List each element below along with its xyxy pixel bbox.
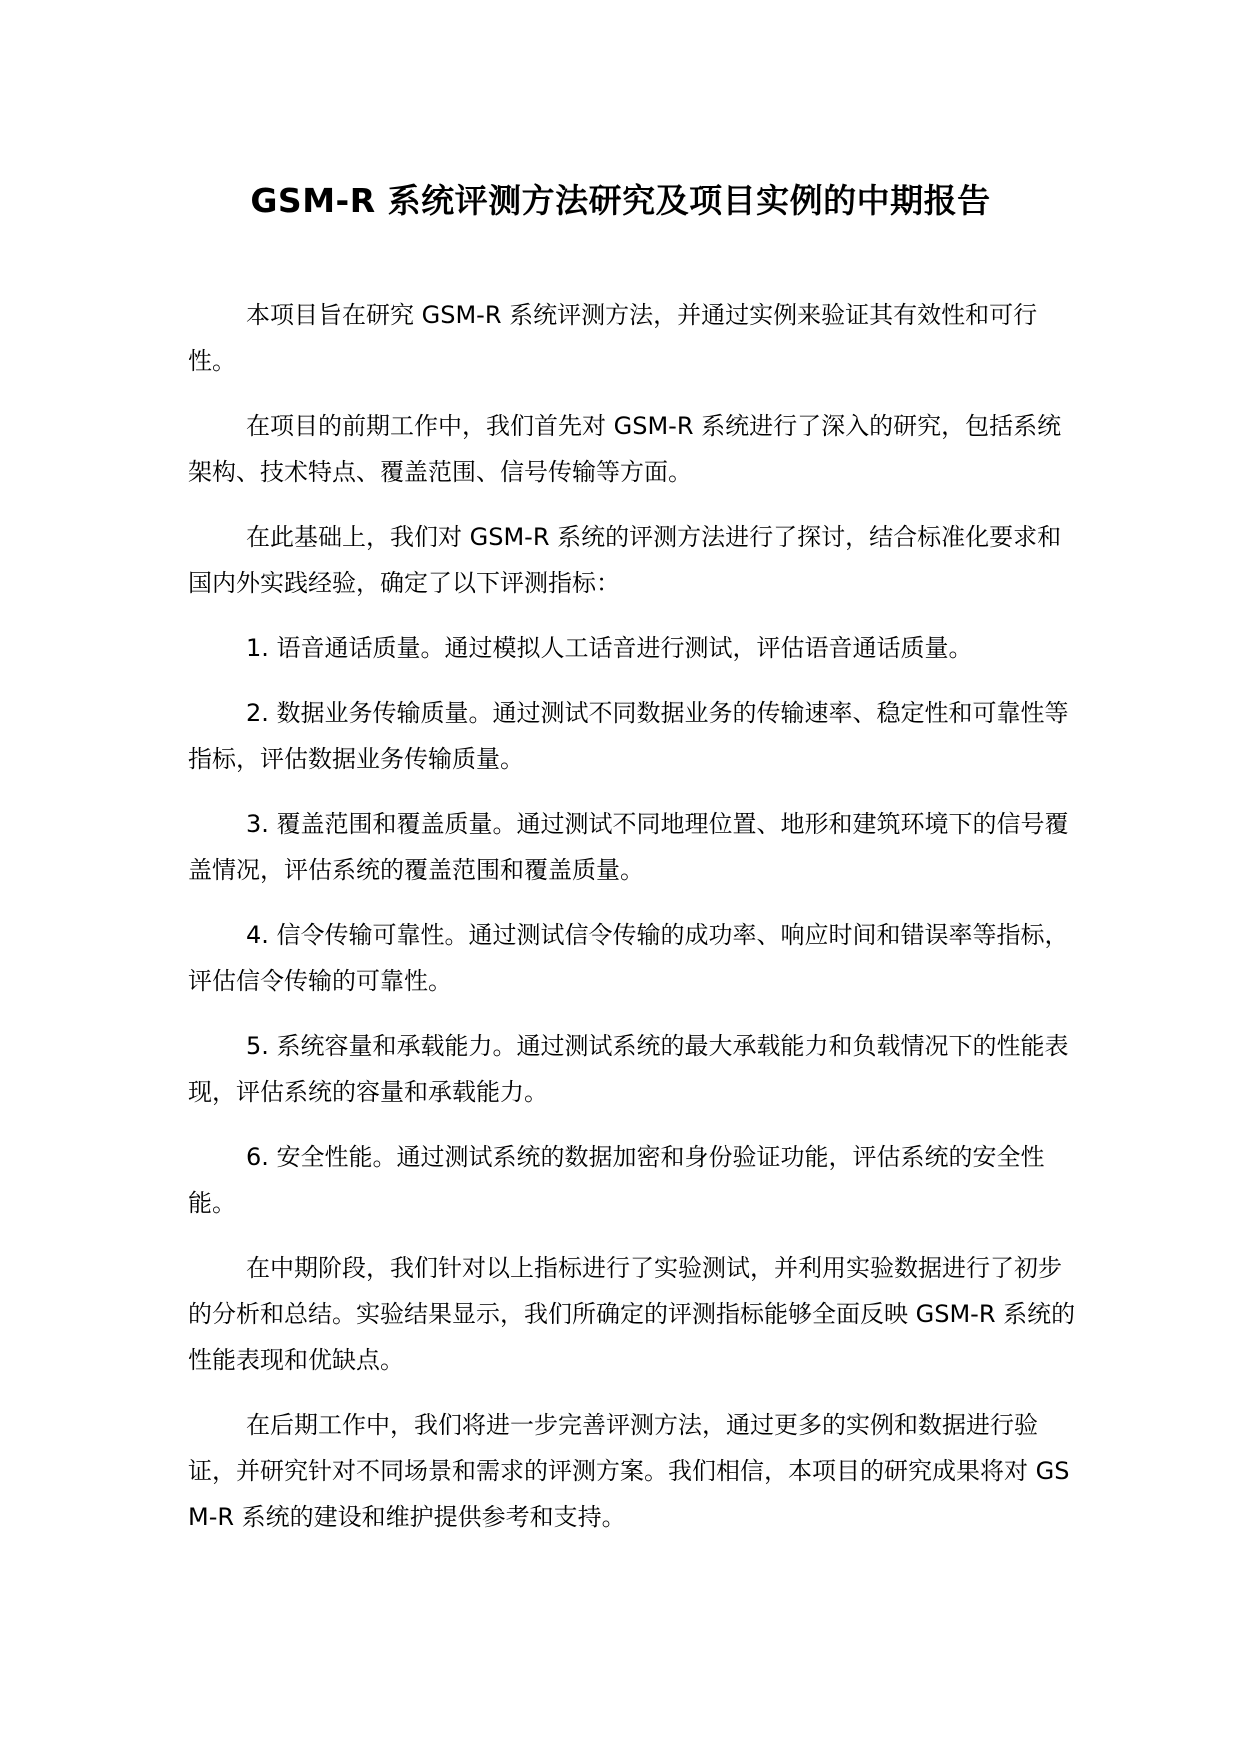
list-item-data-service-quality: 2. 数据业务传输质量。通过测试不同数据业务的传输速率、稳定性和可靠性等指标，评估数据业务传输质量。 bbox=[188, 699, 1069, 773]
document-body bbox=[188, 292, 1081, 1559]
list-item-capacity: 5. 系统容量和承载能力。通过测试系统的最大承载能力和负载情况下的性能表现，评估系统的容量和承载能力。 bbox=[188, 1032, 1069, 1106]
midterm-stage-paragraph: 在中期阶段，我们针对以上指标进行了实验测试，并利用实验数据进行了初步的分析和总结。实验结果显示，我们所确定的评测指标能够全面反映 GSM-R 系统的性能表现和优缺点。 bbox=[188, 1254, 1076, 1374]
list-item-signaling-reliability: 4. 信令传输可靠性。通过测试信令传输的成功率、响应时间和错误率等指标，评估信令传输的可靠性。 bbox=[188, 921, 1069, 995]
list-item-security: 6. 安全性能。通过测试系统的数据加密和身份验证功能，评估系统的安全性能。 bbox=[188, 1143, 1045, 1217]
preliminary-work-paragraph: 在项目的前期工作中，我们首先对 GSM-R 系统进行了深入的研究，包括系统架构、技术特点、覆盖范围、信号传输等方面。 bbox=[188, 412, 1062, 486]
later-work-paragraph: 在后期工作中，我们将进一步完善评测方法，通过更多的实例和数据进行验证，并研究针对不同场景和需求的评测方案。我们相信，本项目的研究成果将对 GSM-R 系统的建设和维护提供参考和支持。 bbox=[188, 1411, 1070, 1531]
list-item-voice-quality: 1. 语音通话质量。通过模拟人工话音进行测试，评估语音通话质量。 bbox=[246, 634, 973, 662]
list-item-coverage: 3. 覆盖范围和覆盖质量。通过测试不同地理位置、地形和建筑环境下的信号覆盖情况，评估系统的覆盖范围和覆盖质量。 bbox=[188, 810, 1069, 884]
document-title: GSM-R 系统评测方法研究及项目实例的中期报告 bbox=[250, 181, 991, 220]
evaluation-indicators-paragraph: 在此基础上，我们对 GSM-R 系统的评测方法进行了探讨，结合标准化要求和国内外实践经验，确定了以下评测指标： bbox=[188, 523, 1062, 597]
intro-paragraph: 本项目旨在研究 GSM-R 系统评测方法，并通过实例来验证其有效性和可行性。 bbox=[188, 301, 1038, 375]
